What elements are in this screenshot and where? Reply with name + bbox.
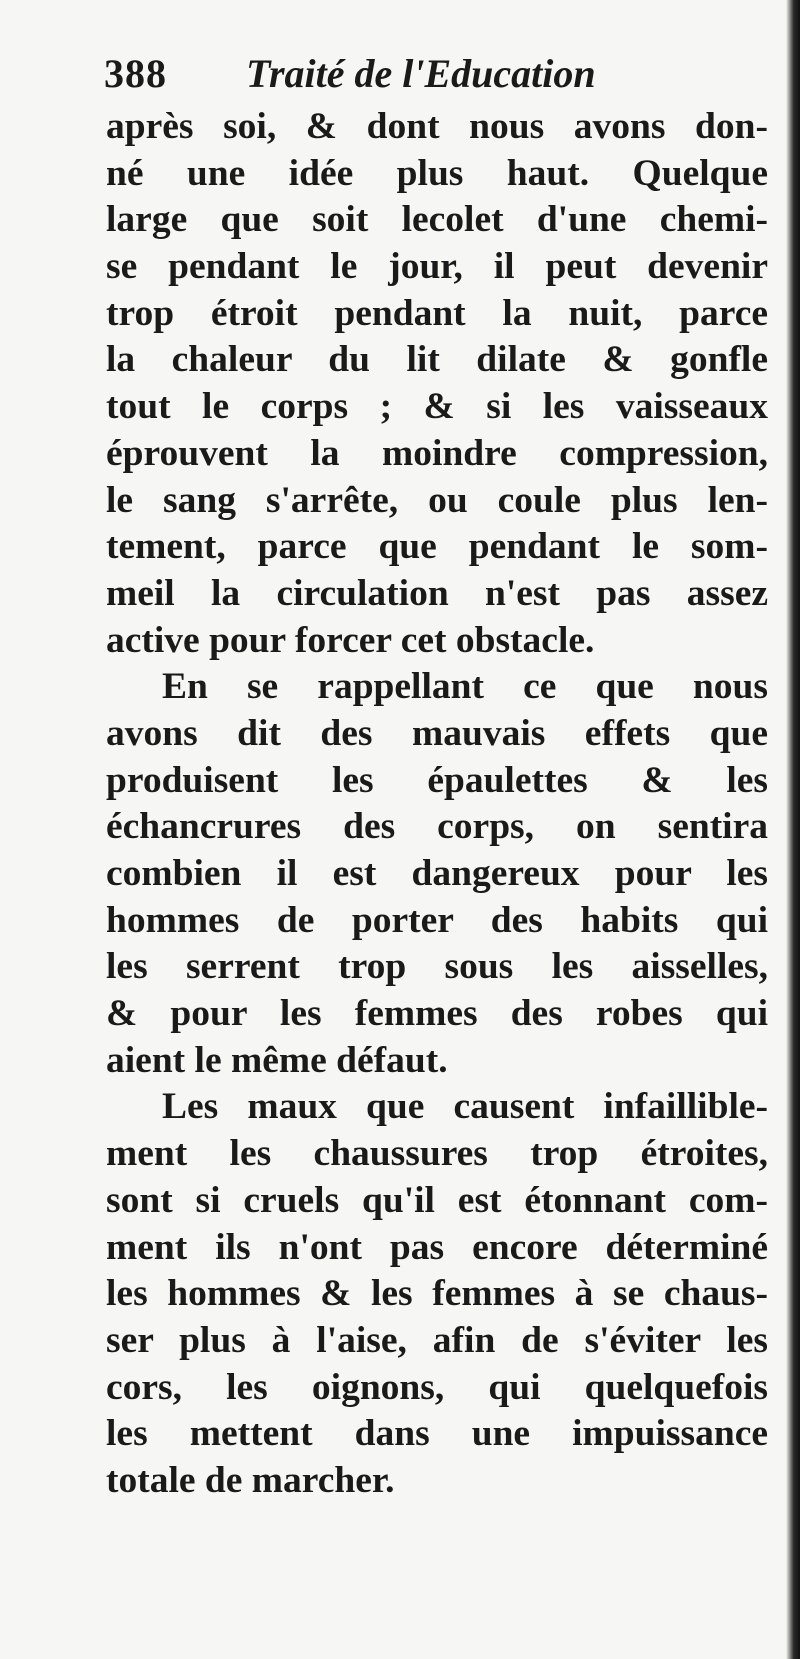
text-line: ser plus à l'aise, afin de s'éviter les: [106, 1319, 768, 1361]
text-line: les hommes & les femmes à se chaus-: [106, 1273, 768, 1315]
text-line: & pour les femmes des robes qui: [106, 993, 768, 1035]
text-line: se pendant le jour, il peut devenir: [106, 246, 768, 288]
text-line: ment ils n'ont pas encore déterminé: [106, 1226, 768, 1268]
text-line: après soi, & dont nous avons don-: [106, 106, 768, 147]
page-number: 388: [104, 51, 167, 96]
text-line: ment les chaussures trop étroites,: [106, 1133, 768, 1175]
text-line: meil la circulation n'est pas assez: [106, 572, 768, 614]
text-line: éprouvent la moindre compression,: [106, 432, 768, 474]
text-line: échancrures des corps, on sentira: [106, 806, 768, 848]
text-line: cors, les oignons, qui quelquefois: [106, 1366, 768, 1408]
text-line: En se rappellant ce que nous: [162, 666, 768, 708]
text-line: trop étroit pendant la nuit, parce: [106, 292, 768, 334]
text-line: tout le corps ; & si les vaisseaux: [106, 386, 768, 428]
paragraph-1: [106, 104, 768, 664]
text-line: né une idée plus haut. Quelque: [106, 152, 768, 194]
text-line: produisent les épaulettes & les: [106, 759, 768, 801]
text-line: aient le même défaut.: [106, 1039, 448, 1081]
text-line: totale de marcher.: [106, 1459, 395, 1501]
running-title: Traité de l'Education: [246, 51, 596, 96]
text-line: large que soit lecolet d'une chemi-: [106, 199, 768, 241]
paragraph-2: [106, 664, 768, 1084]
running-header: [104, 44, 764, 104]
text-line: hommes de porter des habits qui: [106, 899, 768, 941]
text-line: les serrent trop sous les aisselles,: [106, 946, 768, 988]
text-line: les mettent dans une impuissance: [106, 1413, 768, 1455]
paragraph-3: [106, 1084, 768, 1504]
text-line: la chaleur du lit dilate & gonfle: [106, 339, 768, 381]
text-line: combien il est dangereux pour les: [106, 853, 768, 894]
text-line: sont si cruels qu'il est étonnant com-: [106, 1179, 768, 1221]
text-line: le sang s'arrête, ou coule plus len-: [106, 479, 768, 521]
text-line: avons dit des mauvais effets que: [106, 712, 768, 754]
text-line: Les maux que causent infaillible-: [162, 1086, 768, 1128]
text-line: active pour forcer cet obstacle.: [106, 619, 595, 661]
page-edge-shadow: [786, 0, 800, 1659]
text-line: tement, parce que pendant le som-: [106, 526, 768, 568]
body-text: [106, 104, 768, 1505]
